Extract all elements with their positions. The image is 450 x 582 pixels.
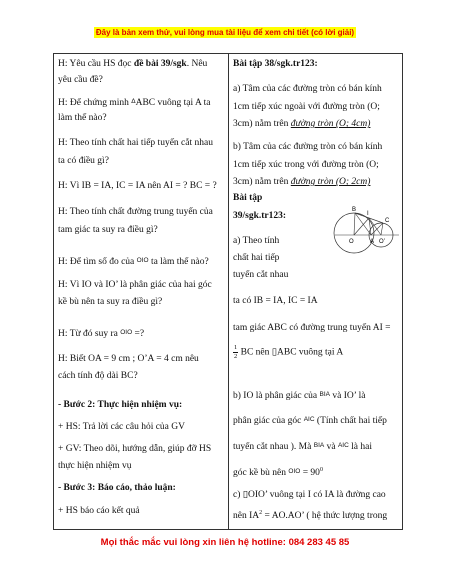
left-line-9: tam giác ta suy ra điều gì? [58, 225, 158, 235]
left-line-19: thực hiện nhiệm vụ [58, 461, 132, 471]
angle-symbol: OIO [288, 468, 301, 476]
left-line-3: H: Để chứng minh $^\Delta$ABC vuông tại A ta [58, 98, 211, 108]
exercise-39-heading: Bài tập [233, 193, 263, 203]
teacher-activity-column [54, 54, 229, 530]
right-line-18: tuyến cắt nhau ). Mà $^{BIA}$ và $^{AIC}$ là hai [233, 442, 372, 452]
label-a: A [370, 239, 375, 245]
label-b: B [352, 207, 357, 213]
right-line-2: a) Tâm của các đường tròn có bán kính [233, 84, 382, 94]
right-line-12: tuyến cắt nhau [233, 270, 289, 280]
right-line-11: chất hai tiếp [233, 253, 280, 263]
exercise-38-heading: Bài tập 38/sgk.tr123: [233, 59, 318, 69]
right-line-6: 1cm tiếp xúc trong với đường tròn (O; [233, 160, 379, 170]
right-line-3: 1cm tiếp xúc ngoài với đường tròn (O; [233, 102, 380, 112]
left-line-15: cách tính độ dài BC? [58, 371, 138, 381]
left-line-6: ta có điều gì? [58, 156, 109, 166]
exercise-39-source: 39/sgk.tr123: [233, 211, 287, 221]
label-i: I [367, 211, 369, 217]
right-line-10: a) Theo tính [233, 236, 280, 246]
student-activity-column [229, 54, 403, 530]
right-line-21: nên $IA^2 = AO.AO$’ ( hệ thức lượng trong [233, 510, 388, 522]
right-line-19: góc kề bù nên $^{OIO} = 90^0$ [233, 467, 323, 479]
tangent-circles-figure [333, 202, 401, 270]
left-line-17: + HS: Trả lời các câu hỏi của GV [58, 422, 185, 432]
label-o: O [349, 239, 354, 245]
right-line-20: c) ▯OIO’ vuông tại I có IA là đường cao [233, 490, 386, 500]
right-line-13: ta có IB = IA, IC = IA [233, 296, 318, 306]
left-line-10: H: Để tìm số đo của $^{OIO}$ ta làm thế nào? [58, 257, 209, 267]
label-o-prime: O’ [379, 239, 385, 245]
angle-symbol: AIC [337, 442, 349, 449]
preview-banner [0, 28, 450, 37]
step-2-heading: - Bước 2: Thực hiện nhiệm vụ: [58, 400, 183, 410]
right-line-4: 3cm) nằm trên đường tròn (O; 4cm) [233, 119, 371, 129]
segment-io [354, 218, 369, 235]
right-line-16: b) IO là phân giác của $^{BIA}$ và IO’ là [233, 391, 366, 401]
left-line-5: H: Theo tính chất hai tiếp tuyến cắt nhau [58, 138, 213, 148]
left-line-18: + GV: Theo dõi, hướng dẫn, giúp đỡ HS [58, 444, 212, 454]
triangle-symbol: Δ [131, 98, 136, 105]
step-3-heading: - Bước 3: Báo cáo, thảo luận: [58, 483, 176, 493]
left-line-12: kề bù nên ta suy ra điều gì? [58, 297, 163, 307]
left-line-13: H: Từ đó suy ra $^{OIO}$ =? [58, 329, 145, 339]
left-line-4: làm thế nào? [58, 113, 107, 123]
right-line-15: $\frac{1}{2}$ BC nên ▯ABC vuông tại A [234, 344, 344, 360]
lesson-table [53, 53, 403, 530]
right-line-7: 3cm) nằm trên đường tròn (O; 2cm) [233, 177, 371, 187]
left-line-21: + HS báo cáo kết quả [58, 506, 140, 516]
right-line-5: b) Tâm của các đường tròn có bán kính [233, 142, 383, 152]
one-half-fraction: $\frac{1}{2}$ [234, 344, 238, 360]
right-line-17: phân giác của góc $^{AIC}$ (Tính chất hai tiếp [233, 416, 387, 426]
preview-banner-text: Đây là bản xem thử, vui lòng mua tài liệu để xem chi tiết (có lời giải) [95, 28, 355, 37]
angle-symbol: BIA [313, 442, 325, 449]
left-line-8: H: Theo tính chất đường trung tuyến của [58, 207, 213, 217]
left-line-14: H: Biết OA = 9 cm ; O’A = 4 cm nêu [58, 354, 199, 364]
label-c: C [385, 218, 390, 224]
angle-symbol: AIC [303, 416, 315, 423]
angle-symbol: OIO [120, 329, 133, 336]
left-line-11: H: Vì IO và IO’ là phân giác của hai góc [58, 280, 212, 290]
left-line-2: yêu cầu đề? [58, 75, 103, 85]
angle-symbol: BIA [319, 391, 331, 398]
right-line-14: tam giác ABC có đường trung tuyến AI = [233, 323, 391, 333]
left-line-7: H: Vì IB = IA, IC = IA nên AI = ? BC = ? [58, 181, 217, 191]
angle-symbol: OIO [136, 257, 149, 264]
hotline-footer: Mọi thắc mắc vui lòng xin liên hệ hotline: 084 283 45 85 [100, 537, 350, 548]
left-line-1: H: Yêu cầu HS đọc đề bài 39/sgk. Nêu [58, 59, 208, 69]
radius-ob [354, 213, 355, 235]
